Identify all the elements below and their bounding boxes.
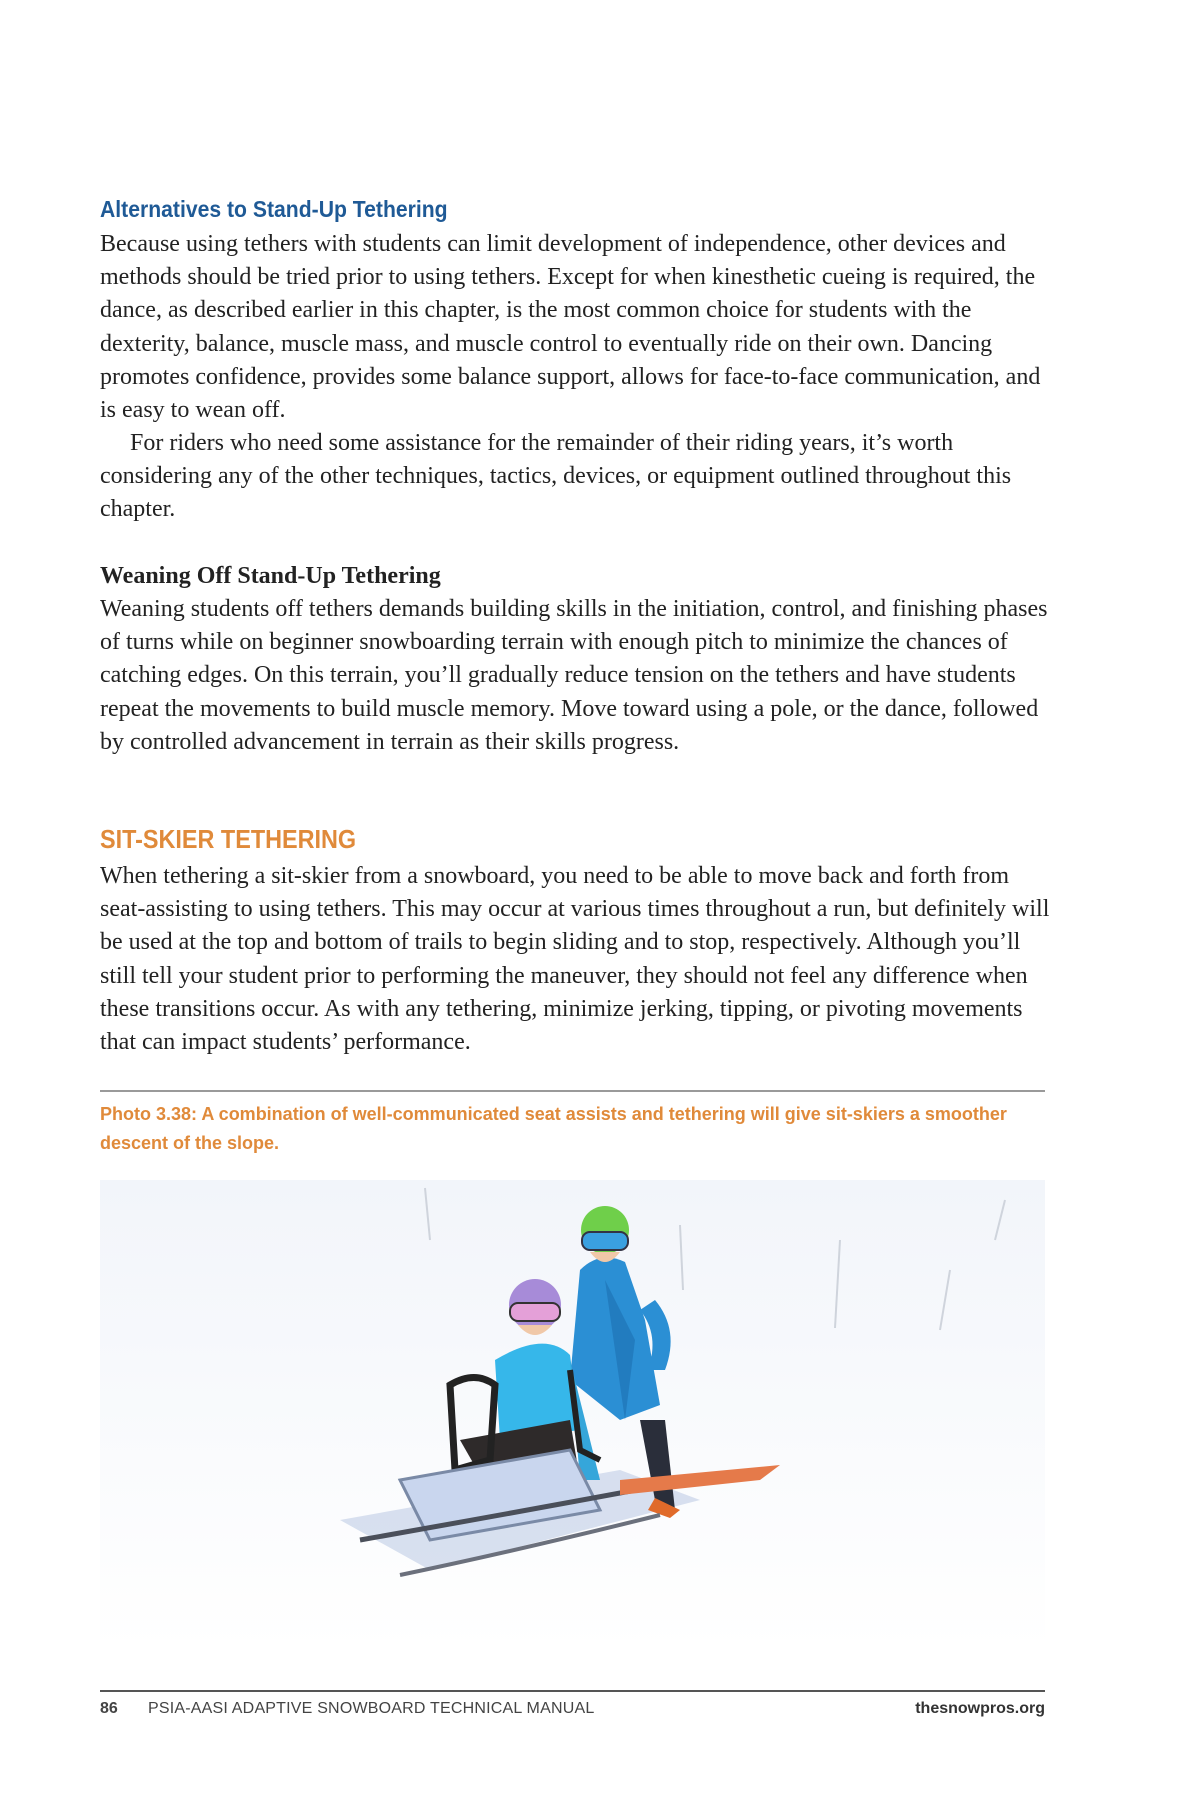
photo-caption: Photo 3.38: A combination of well-communicated seat assists and tethering will give sit-skiers a smoother descent of the slope.: [100, 1104, 1007, 1153]
weaning-paragraph: Weaning students off tethers demands building skills in the initiation, control, and finishing phases of turns while on beginner snowboarding terrain with enough pitch to minimize the chances of catching edges. On this terrain, you’ll gradually reduce tension on the tethers and have students repeat the movements to build muscle memory. Move toward using a pole, or the dance, followed by controlled advancement in terrain as their skills progress.: [100, 596, 1048, 755]
page-number: 86: [100, 1700, 118, 1717]
section-heading-weaning: Weaning Off Stand-Up Tethering: [100, 563, 441, 589]
caption-divider: [100, 1090, 1045, 1092]
website-link[interactable]: thesnowpros.org: [915, 1700, 1045, 1717]
sit-skier-paragraph: When tethering a sit-skier from a snowboard, you need to be able to move back and forth from seat-assisting to using tethers. This may occur at various times throughout a run, but definitely will be used at the top and bottom of trails to begin sliding and to stop, respectively. Although you’ll still tell your student prior to performing the maneuver, they should not feel any difference when these transitions occur. As with any tethering, minimize jerking, tipping, or pivoting movements that can impact students’ performance.: [100, 863, 1050, 1056]
manual-title: PSIA-AASI ADAPTIVE SNOWBOARD TECHNICAL MANUAL: [148, 1700, 595, 1717]
section-heading-sit-skier: SIT-SKIER TETHERING: [100, 824, 357, 854]
alternatives-paragraph-1: Because using tethers with students can limit development of independence, other devices and methods should be tried prior to using tethers. Except for when kinesthetic cueing is required, the dance, as described earlier in this chapter, is the most common choice for students with the dexterity, balance, muscle mass, and muscle control to eventually ride on their own. Dancing promotes confidence, provides some balance support, allows for face-to-face communication, and is easy to wean off.: [100, 231, 1041, 424]
sit-skier-photo: [100, 1180, 1045, 1650]
alternatives-paragraph-2: For riders who need some assistance for the remainder of their riding years, it’s worth considering any of the other techniques, tactics, devices, or equipment outlined throughout this chapter.: [100, 430, 1012, 523]
footer-divider: [100, 1690, 1045, 1692]
section-heading-alternatives: Alternatives to Stand-Up Tethering: [100, 196, 448, 222]
